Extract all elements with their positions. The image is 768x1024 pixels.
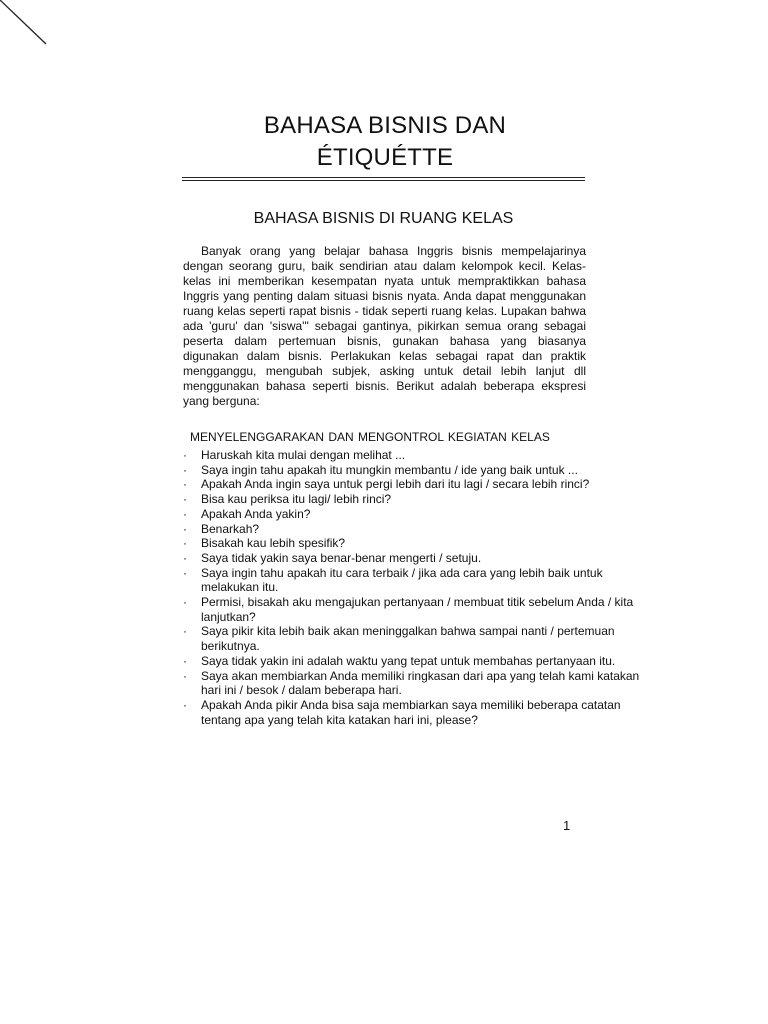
list-item [183,698,651,727]
bullet-icon: · [183,448,187,462]
phrase-text: Saya ingin tahu apakah itu cara terbaik / jika ada cara yang lebih baik untuk melakukan itu. [201,565,603,595]
bullet-icon: · [183,653,187,668]
bullet-icon: · [183,697,187,712]
title-divider-bottom [182,180,585,181]
corner-fold-line [0,0,60,60]
list-item [183,492,651,507]
phrase-text: Apakah Anda pikir Anda bisa saja membiarkan saya memiliki beberapa catatan tentang apa yang telah kita katakan hari ini, please? [201,697,621,727]
list-subheading: MENYELENGGARAKAN DAN MENGONTROL KEGIATAN KELAS [190,430,550,444]
bullet-icon: · [183,624,187,639]
phrase-text: Saya pikir kita lebih baik akan meninggalkan bahwa sampai nanti / pertemuan berikutnya. [201,624,615,654]
phrase-text: Apakah Anda ingin saya untuk pergi lebih dari itu lagi / secara lebih rinci? [201,477,590,492]
title-line-1: BAHASA BISNIS DAN [263,112,507,139]
phrase-text: Permisi, bisakah aku mengajukan pertanyaan / membuat titik sebelum Anda / kita lanjutkan? [201,595,634,624]
phrase-text: Apakah Anda yakin? [201,506,311,521]
page-number: 1 [563,818,571,833]
bullet-icon: · [183,595,187,610]
list-item [183,507,651,522]
phrase-text: Saya ingin tahu apakah itu mungkin membantu / ide yang baik untuk ... [201,462,578,477]
list-item [183,536,651,551]
list-item [183,463,651,478]
list-item [183,624,651,653]
list-item [183,477,651,492]
title-divider-top [182,177,585,178]
bullet-icon: · [183,536,187,551]
bullet-icon: · [183,477,187,492]
bullet-icon: · [183,506,187,521]
section-title: BAHASA BISNIS DI RUANG KELAS [253,210,514,227]
document-title [180,110,590,174]
phrase-text: Bisakah kau lebih spesifik? [201,536,346,551]
list-item [183,654,651,669]
list-item [183,595,651,624]
list-item [183,522,651,537]
title-line-2: ÉTIQUÉTTE [316,144,454,171]
bullet-icon: · [183,521,187,536]
bullet-icon: · [183,565,187,580]
intro-paragraph: Banyak orang yang belajar bahasa Inggris bisnis mempelajarinya dengan seorang guru, baik sendirian atau dalam kelompok kecil. Kelas-kelas ini memberikan kesempatan nyata untuk mempraktikkan bahasa Inggris yang penting dalam situasi bisnis nyata. Anda dapat menggunakan ruang kelas seperti rapat bisnis - tidak seperti ruang kelas. Lupakan bahwa ada 'guru' dan 'siswa'" sebagai gantinya, pikirkan semua orang sebagai peserta dalam pertemuan bisnis, gunakan bahasa yang biasanya digunakan dalam bisnis. Perlakukan kelas sebagai rapat dan praktik mengganggu, mengubah subjek, asking untuk detail lebih lanjut dll menggunakan bahasa seperti bisnis. Berikut adalah beberapa ekspresi yang berguna: [183,244,586,408]
phrase-text: Haruskah kita mulai dengan melihat ... [201,448,406,462]
bullet-icon: · [183,668,187,683]
list-item [183,566,651,595]
phrase-list [183,448,663,727]
bullet-icon: · [183,550,187,565]
list-item [183,551,651,566]
phrase-text: Saya tidak yakin ini adalah waktu yang tepat untuk membahas pertanyaan itu. [201,653,616,668]
phrase-text: Saya tidak yakin saya benar-benar mengerti / setuju. [201,550,482,565]
bullet-icon: · [183,492,187,507]
list-item [183,448,651,463]
phrase-text: Benarkah? [201,521,260,536]
phrase-text: Saya akan membiarkan Anda memiliki ringkasan dari apa yang telah kami katakan hari ini / besok / dalam beberapa hari. [201,668,640,698]
list-item [183,669,651,698]
phrase-text: Bisa kau periksa itu lagi/ lebih rinci? [201,492,392,507]
bullet-icon: · [183,462,187,477]
